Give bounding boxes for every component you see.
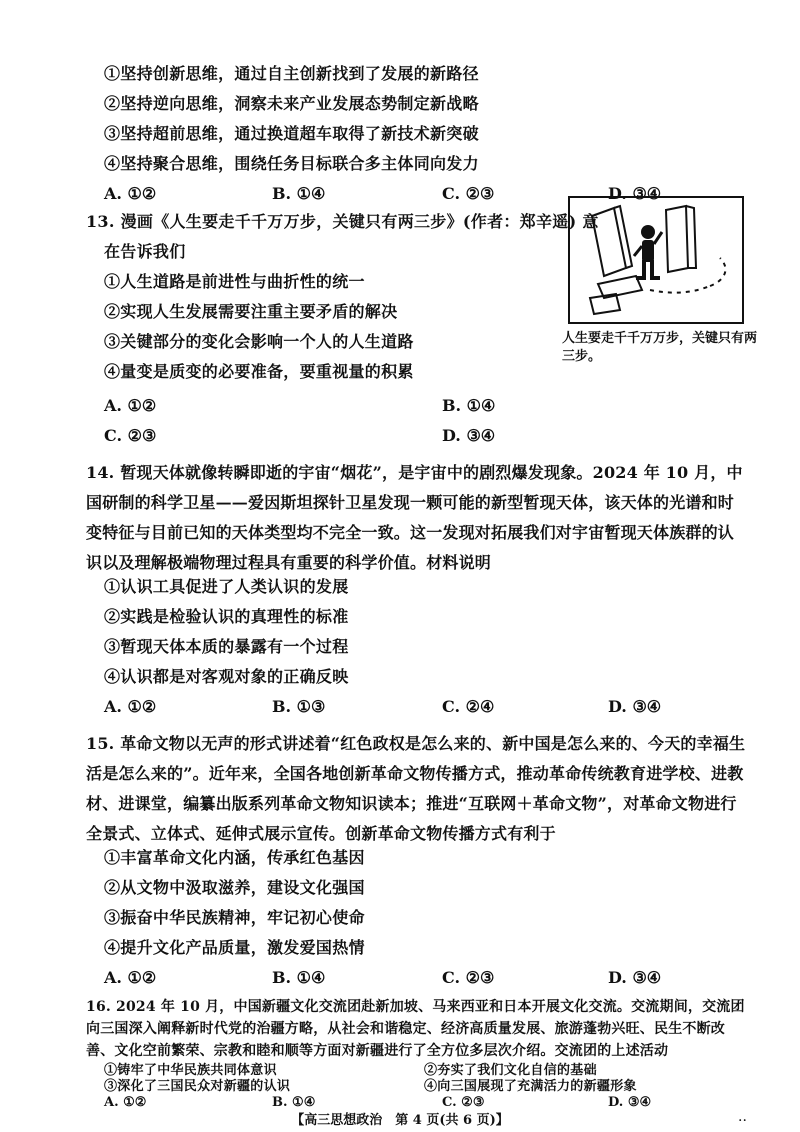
q15-item-4: ④提升文化产品质量，激发爱国热情 [104,938,365,957]
q15-options [104,970,744,992]
q16-item-3: ③深化了三国民众对新疆的认识 [104,1079,291,1094]
q14-item-2: ②实践是检验认识的真理性的标准 [104,607,349,626]
q12-option-b: B. ①④ [272,184,326,203]
q15-option-a: A. ①② [104,968,157,987]
q14-options [104,699,744,721]
q14-item-3: ③暂现天体本质的暴露有一个过程 [104,637,349,656]
q14-option-b: B. ①③ [272,697,326,716]
q15-option-b: B. ①④ [272,968,326,987]
q14-item-4: ④认识都是对客观对象的正确反映 [104,667,349,686]
q12-item-2: ②坚持逆向思维，洞察未来产业发展态势制定新战略 [104,94,479,113]
q12-option-c: C. ②③ [442,184,495,203]
q13-stem-line2: 在告诉我们 [104,242,186,261]
q14-option-c: C. ②④ [442,697,495,716]
q16-option-b: B. ①④ [272,1095,316,1110]
q13-option-b: B. ①④ [442,396,496,415]
q13-item-2: ②实现人生发展需要注重主要矛盾的解决 [104,302,398,321]
cartoon-drawing [570,198,742,322]
q16-option-c: C. ②③ [442,1095,485,1110]
q13-item-4: ④量变是质变的必要准备，要重视量的积累 [104,362,414,381]
q15-item-1: ①丰富革命文化内涵，传承红色基因 [104,848,365,867]
q16-item-2: ②夯实了我们文化自信的基础 [424,1063,597,1078]
q14-option-a: A. ①② [104,697,157,716]
q13-stem-line1: 13. 漫画《人生要走千千万万步，关键只有两三步》(作者：郑辛遥) 意 [86,212,599,231]
q15-item-3: ③振奋中华民族精神，牢记初心使命 [104,908,365,927]
q12-item-4: ④坚持聚合思维，围绕任务目标联合多主体同向发力 [104,154,479,173]
q13-option-d: D. ③④ [442,426,496,445]
q15-option-c: C. ②③ [442,968,495,987]
q14-item-1: ①认识工具促进了人类认识的发展 [104,577,349,596]
q12-option-d: D. ③④ [608,184,662,203]
q12-item-1: ①坚持创新思维，通过自主创新找到了发展的新路径 [104,64,479,83]
q16-stem: 16. 2024 年 10 月，中国新疆文化交流团赴新加坡、马来西亚和日本开展文化交流。交流期间，交流团向三国深入阐释新时代党的治疆方略，从社会和谐稳定、经济高质量发展、旅游蓬勃兴旺、民生不断改善、文化空前繁荣、宗教和睦和顺等方面对新疆进行了全方位多层次介绍。交流团的上述活动 [86,999,745,1059]
page-footer: 【高三思想政治 第 4 页(共 6 页)】 [291,1113,509,1128]
q16-options [104,1096,744,1118]
q13-option-a: A. ①② [104,396,157,415]
q13-option-c: C. ②③ [104,426,157,445]
q16-item-4: ④向三国展现了充满活力的新疆形象 [424,1079,637,1094]
q15-stem: 15. 革命文物以无声的形式讲述着“红色政权是怎么来的、新中国是怎么来的、今天的幸福生活是怎么来的”。近年来，全国各地创新革命文物传播方式，推动革命传统教育进学校、进教材、进课堂，编纂出版系列革命文物知识读本；推进“互联网＋革命文物”，对革命文物进行全景式、立体式、延伸式展示宣传。创新革命文物传播方式有利于 [86,734,746,843]
q12-option-a: A. ①② [104,184,157,203]
q13-item-3: ③关键部分的变化会影响一个人的人生道路 [104,332,414,351]
q13-options-row1 [104,398,744,420]
cartoon-caption: 人生要走千千万万步，关键只有两三步。 [562,331,758,364]
q15-item-2: ②从文物中汲取滋养，建设文化强国 [104,878,365,897]
q16-option-a: A. ①② [104,1095,147,1110]
cartoon-illustration [568,196,744,324]
corner-mark: ·· [738,1113,747,1129]
q12-item-3: ③坚持超前思维，通过换道超车取得了新技术新突破 [104,124,479,143]
q14-option-d: D. ③④ [608,697,662,716]
q13-options-row2 [104,428,744,450]
q14-stem: 14. 暂现天体就像转瞬即逝的宇宙“烟花”，是宇宙中的剧烈爆发现象。2024 年 10 月，中国研制的科学卫星——爱因斯坦探针卫星发现一颗可能的新型暂现天体，该天体的光谱和时变特征与目前已知的天体类型均不完全一致。这一发现对拓展我们对宇宙暂现天体族群的认识以及理解极端物理过程具有重要的科学价值。材料说明 [86,463,743,572]
q13-item-1: ①人生道路是前进性与曲折性的统一 [104,272,365,291]
q16-item-1: ①铸牢了中华民族共同体意识 [104,1063,277,1078]
q16-option-d: D. ③④ [608,1095,652,1110]
q15-option-d: D. ③④ [608,968,662,987]
